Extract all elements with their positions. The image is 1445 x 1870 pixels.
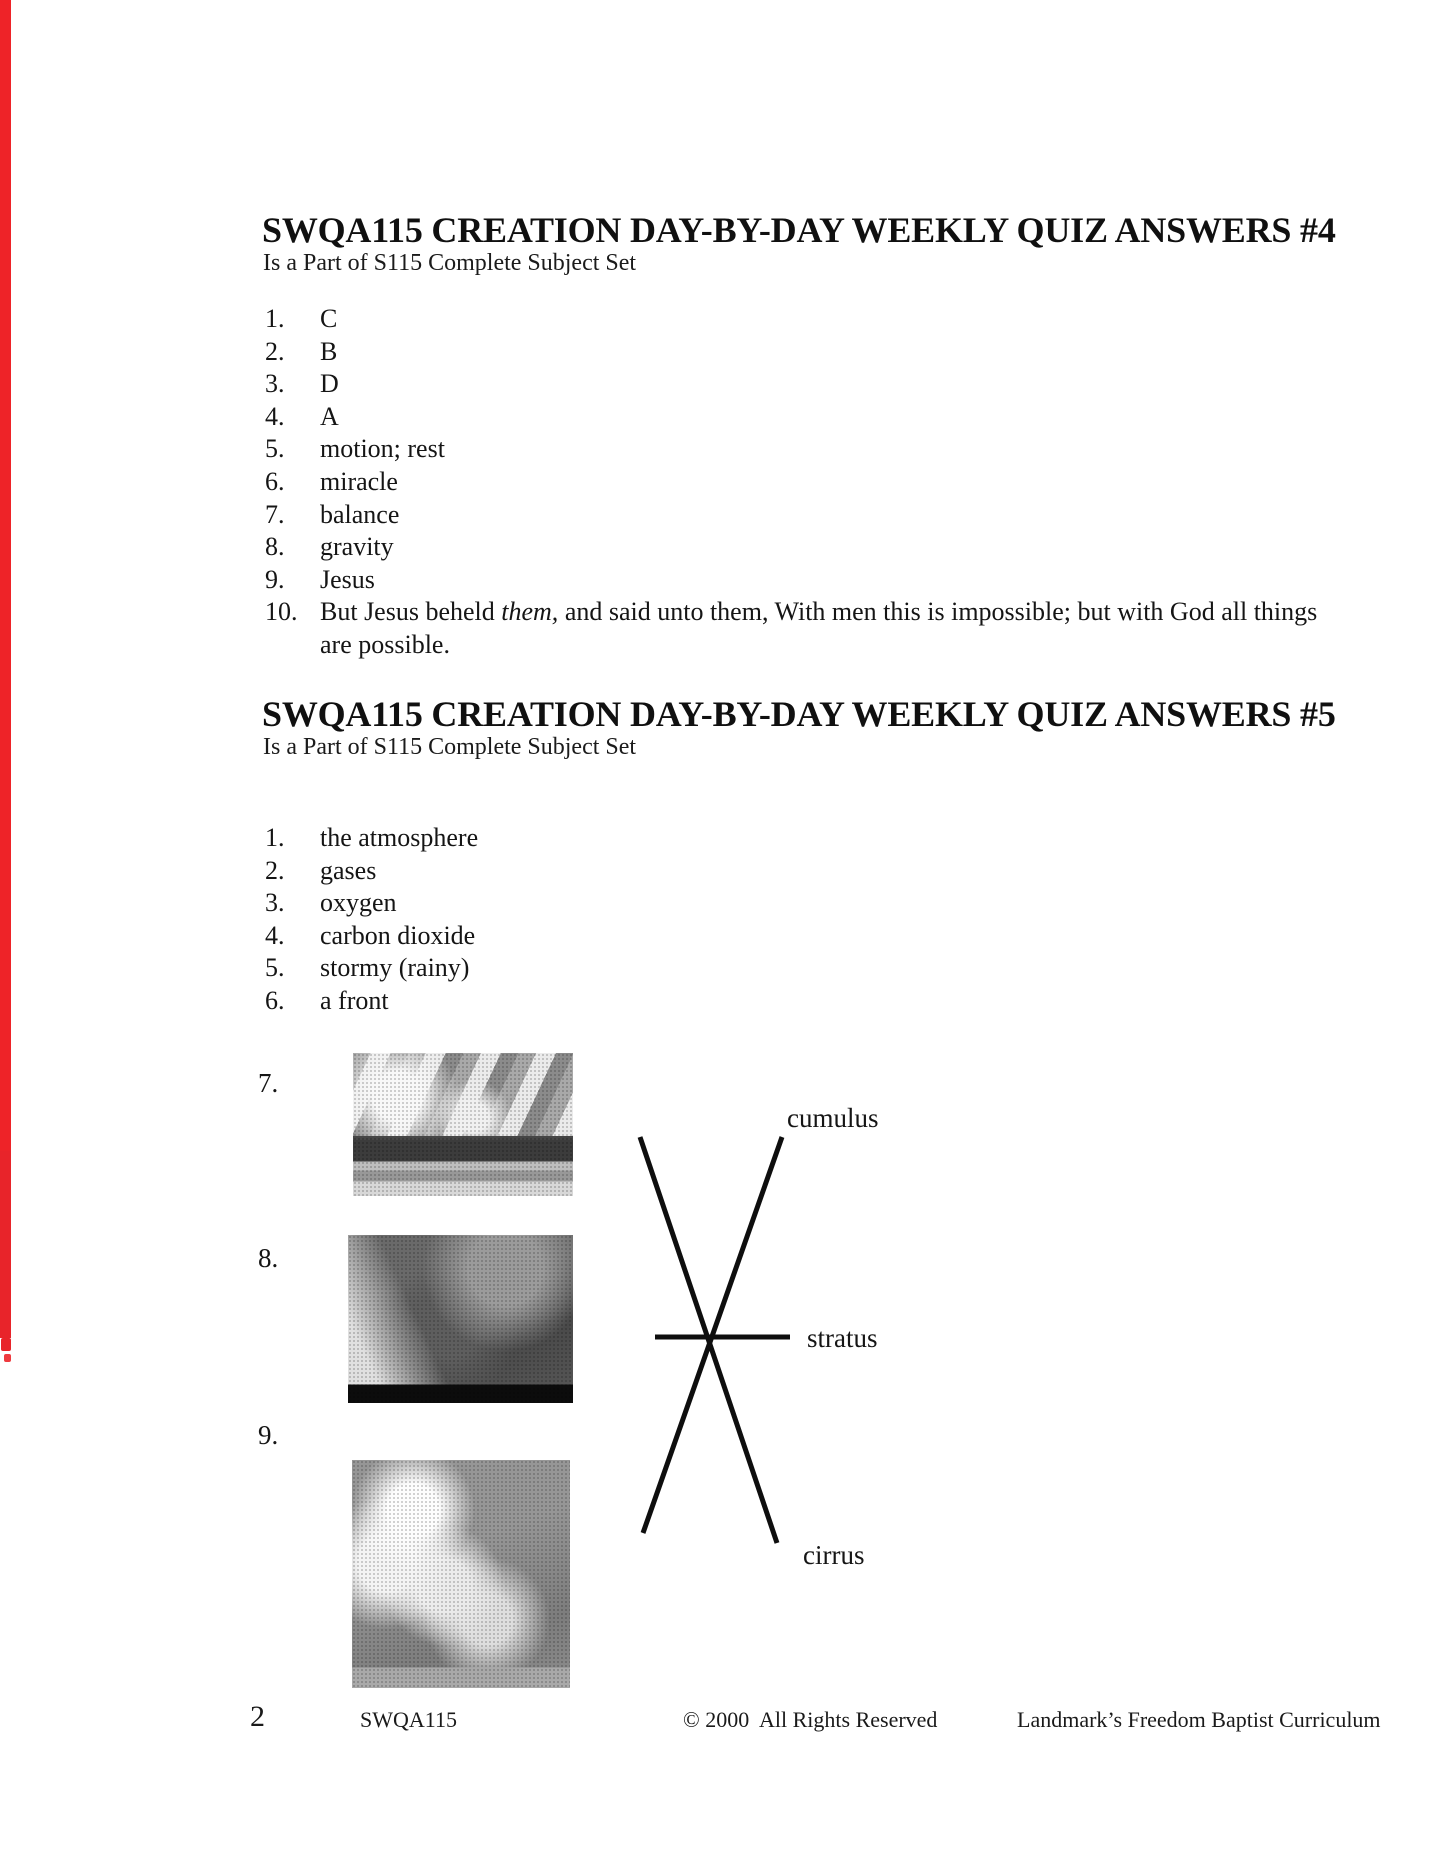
answer-number: 10. — [265, 597, 298, 627]
answer-number: 4. — [265, 920, 285, 950]
answer-text: carbon dioxide — [320, 920, 476, 950]
footer-curriculum-name: Landmark’s Freedom Baptist Curriculum — [1017, 1707, 1381, 1732]
answer-number: 1. — [265, 823, 285, 852]
match-item-number-9: 9. — [258, 1420, 279, 1450]
match-label-cumulus: cumulus — [787, 1103, 879, 1133]
answer-number: 2. — [265, 336, 285, 366]
answer-number: 1. — [265, 304, 285, 333]
answer-text-scripture — [320, 596, 1325, 661]
answer-row — [265, 466, 1325, 499]
quiz5-title: SWQA115 CREATION DAY-BY-DAY WEEKLY QUIZ ANSWERS #5 — [262, 694, 1336, 734]
answer-number: 3. — [265, 888, 285, 918]
match-item-number-7: 7. — [258, 1068, 279, 1098]
answer-row — [265, 887, 1325, 920]
answer-text: B — [320, 336, 338, 366]
answer-row — [265, 368, 1325, 401]
answer-row — [265, 952, 1325, 985]
page-number: 2 — [250, 1700, 265, 1733]
answer-number: 8. — [265, 532, 285, 562]
answer-row — [265, 596, 1325, 661]
answer-number: 7. — [265, 499, 285, 529]
answer-row — [265, 564, 1325, 597]
answer-number: 3. — [265, 369, 285, 399]
answer-row — [265, 401, 1325, 434]
answer-text: gases — [320, 855, 377, 885]
quiz4-answer-list — [265, 303, 1325, 662]
answer-text: oxygen — [320, 888, 397, 918]
match-label-cirrus: cirrus — [803, 1540, 865, 1570]
answer-text: gravity — [320, 532, 394, 562]
footer-copyright: © 2000 All Rights Reserved — [683, 1707, 938, 1732]
quiz5-answer-list — [265, 822, 1325, 1018]
answer-row — [265, 822, 1325, 855]
scripture-italic-word: them, — [501, 597, 559, 627]
answer-number: 5. — [265, 434, 285, 464]
answer-text: a front — [320, 985, 389, 1015]
answer-row — [265, 499, 1325, 532]
match-item-number-8: 8. — [258, 1243, 279, 1273]
answer-text: A — [320, 401, 339, 431]
answer-number: 5. — [265, 953, 285, 983]
answer-text: stormy (rainy) — [320, 953, 470, 983]
answer-text: D — [320, 369, 339, 399]
red-scan-artifact-blob — [4, 1354, 11, 1362]
answer-row — [265, 336, 1325, 369]
answer-row — [265, 985, 1325, 1018]
answer-text: the atmosphere — [320, 823, 479, 852]
match-label-stratus: stratus — [807, 1323, 878, 1353]
answer-text: miracle — [320, 466, 398, 496]
cloud-photo-item-7 — [353, 1053, 573, 1196]
red-scan-artifact-blob — [1, 1338, 11, 1351]
scripture-pre: But Jesus beheld — [320, 597, 502, 627]
answer-row — [265, 855, 1325, 888]
answer-row — [265, 433, 1325, 466]
answer-row — [265, 920, 1325, 953]
footer-document-code: SWQA115 — [360, 1707, 457, 1732]
answer-number: 2. — [265, 855, 285, 885]
quiz4-subtitle: Is a Part of S115 Complete Subject Set — [263, 250, 637, 276]
answer-text: motion; rest — [320, 434, 445, 464]
quiz5-subtitle: Is a Part of S115 Complete Subject Set — [263, 734, 637, 760]
answer-text: Jesus — [320, 564, 375, 594]
answer-text: balance — [320, 499, 400, 529]
answer-number: 6. — [265, 985, 285, 1015]
answer-number: 4. — [265, 401, 285, 431]
answer-row — [265, 531, 1325, 564]
answer-text: C — [320, 304, 338, 333]
scripture-post: and said unto them, With men this is impossible; but with God all things are possible. — [320, 597, 1318, 659]
quiz4-title: SWQA115 CREATION DAY-BY-DAY WEEKLY QUIZ ANSWERS #4 — [262, 210, 1336, 250]
answer-number: 9. — [265, 564, 285, 594]
cloud-photo-item-9 — [352, 1460, 570, 1688]
cloud-photo-item-8 — [348, 1235, 573, 1403]
answer-number: 6. — [265, 466, 285, 496]
red-scan-artifact — [0, 0, 11, 1338]
answer-row — [265, 303, 1325, 336]
